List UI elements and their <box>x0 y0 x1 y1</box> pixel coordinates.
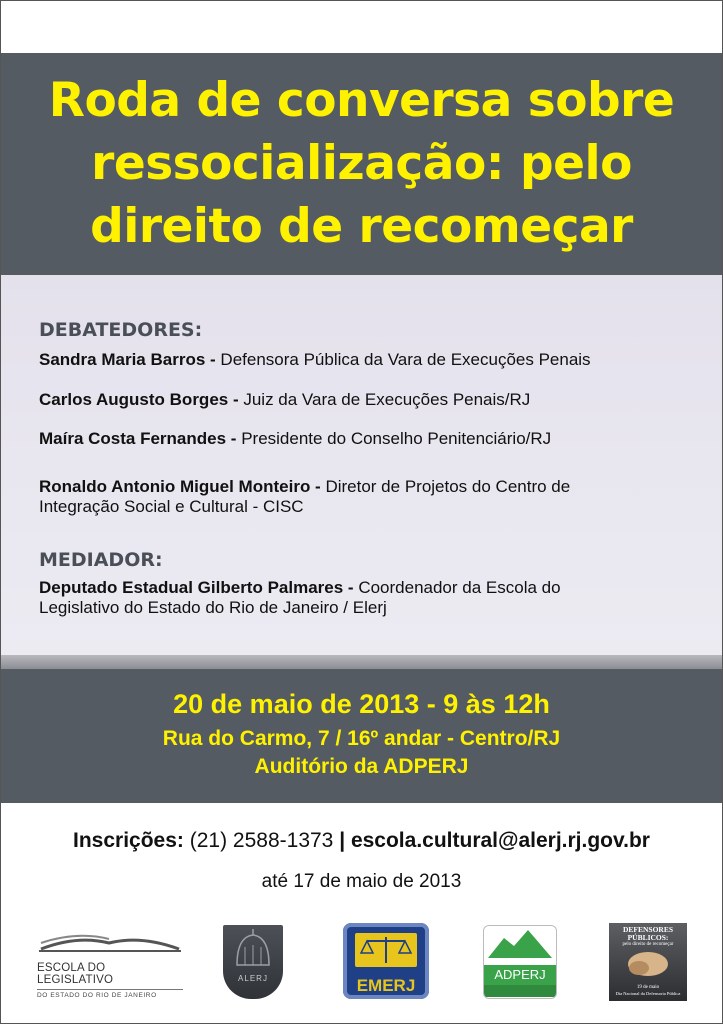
debatedor-role: Presidente do Conselho Penitenciário/RJ <box>241 429 552 448</box>
title-line-1: Roda de conversa sobre <box>48 73 675 128</box>
debatedor-name: Maíra Costa Fernandes - <box>39 429 237 448</box>
defensores-date: 19 de maio <box>636 985 660 990</box>
mediador <box>39 578 561 618</box>
debatedor-role: Juiz da Vara de Execuções Penais/RJ <box>243 390 531 409</box>
mediador-role: Coordenador da Escola do <box>358 578 561 597</box>
alerj-label: ALERJ <box>238 974 268 983</box>
debatedor-role: Defensora Pública da Vara de Execuções Penais <box>220 350 591 369</box>
emerj-logo <box>343 923 429 999</box>
adperj-label: ADPERJ <box>484 965 556 985</box>
event-title <box>1 69 722 258</box>
escola-title: ESCOLA DO LEGISLATIVO <box>37 962 114 986</box>
debatedor-name: Ronaldo Antonio Miguel Monteiro - <box>39 477 321 496</box>
event-date: 20 de maio de 2013 - 9 às 12h <box>173 689 550 719</box>
dome-icon <box>223 925 283 969</box>
debatedor-2 <box>39 390 530 410</box>
title-line-2: ressocialização: pelo <box>91 136 632 191</box>
registration-label: Inscrições: <box>73 829 184 852</box>
hands-icon <box>609 948 687 980</box>
debatedores-heading: DEBATEDORES: <box>39 319 203 341</box>
debatedor-name: Sandra Maria Barros - <box>39 350 216 369</box>
mediador-role-cont: Legislativo do Estado do Rio de Janeiro / Elerj <box>39 598 387 617</box>
defensores-caption: Dia Nacional da Defensoria Pública <box>615 991 681 996</box>
adperj-footer <box>484 985 556 997</box>
debatedor-role: Diretor de Projetos do Centro de <box>325 477 571 496</box>
defensores-subtitle: pelo direito de recomeçar <box>622 942 674 947</box>
registration-email[interactable]: escola.cultural@alerj.rj.gov.br <box>350 829 650 852</box>
defensores-title-1: DEFENSORES <box>622 925 673 934</box>
title-line-3: direito de recomeçar <box>90 199 633 254</box>
debatedor-3 <box>39 429 551 449</box>
escola-subtitle: DO ESTADO DO RIO DE JANEIRO <box>37 989 183 999</box>
registration-phone: (21) 2588-1373 <box>189 829 334 852</box>
mediador-name: Deputado Estadual Gilberto Palmares - <box>39 578 354 597</box>
debatedor-1 <box>39 350 591 370</box>
emerj-label: EMERJ <box>356 976 416 995</box>
registration-line <box>1 829 722 853</box>
divider-stripe <box>1 655 722 669</box>
scales-icon <box>343 923 429 971</box>
debatedor-role-cont: Integração Social e Cultural - CISC <box>39 497 304 516</box>
defensores-title-2: PÚBLICOS: <box>627 933 669 942</box>
book-icon <box>37 929 183 953</box>
event-venue: Auditório da ADPERJ <box>254 755 469 778</box>
debatedor-4 <box>39 477 570 517</box>
mountain-icon <box>484 926 556 960</box>
registration-separator: | <box>339 829 346 852</box>
defensores-logo <box>609 923 687 1001</box>
mediador-heading: MEDIADOR: <box>39 549 163 571</box>
event-address: Rua do Carmo, 7 / 16º andar - Centro/RJ <box>162 727 561 750</box>
registration-deadline: até 17 de maio de 2013 <box>261 871 462 892</box>
adperj-logo <box>483 925 557 999</box>
escola-legislativo-logo <box>37 929 183 999</box>
debatedor-name: Carlos Augusto Borges - <box>39 390 239 409</box>
alerj-logo <box>223 925 283 999</box>
